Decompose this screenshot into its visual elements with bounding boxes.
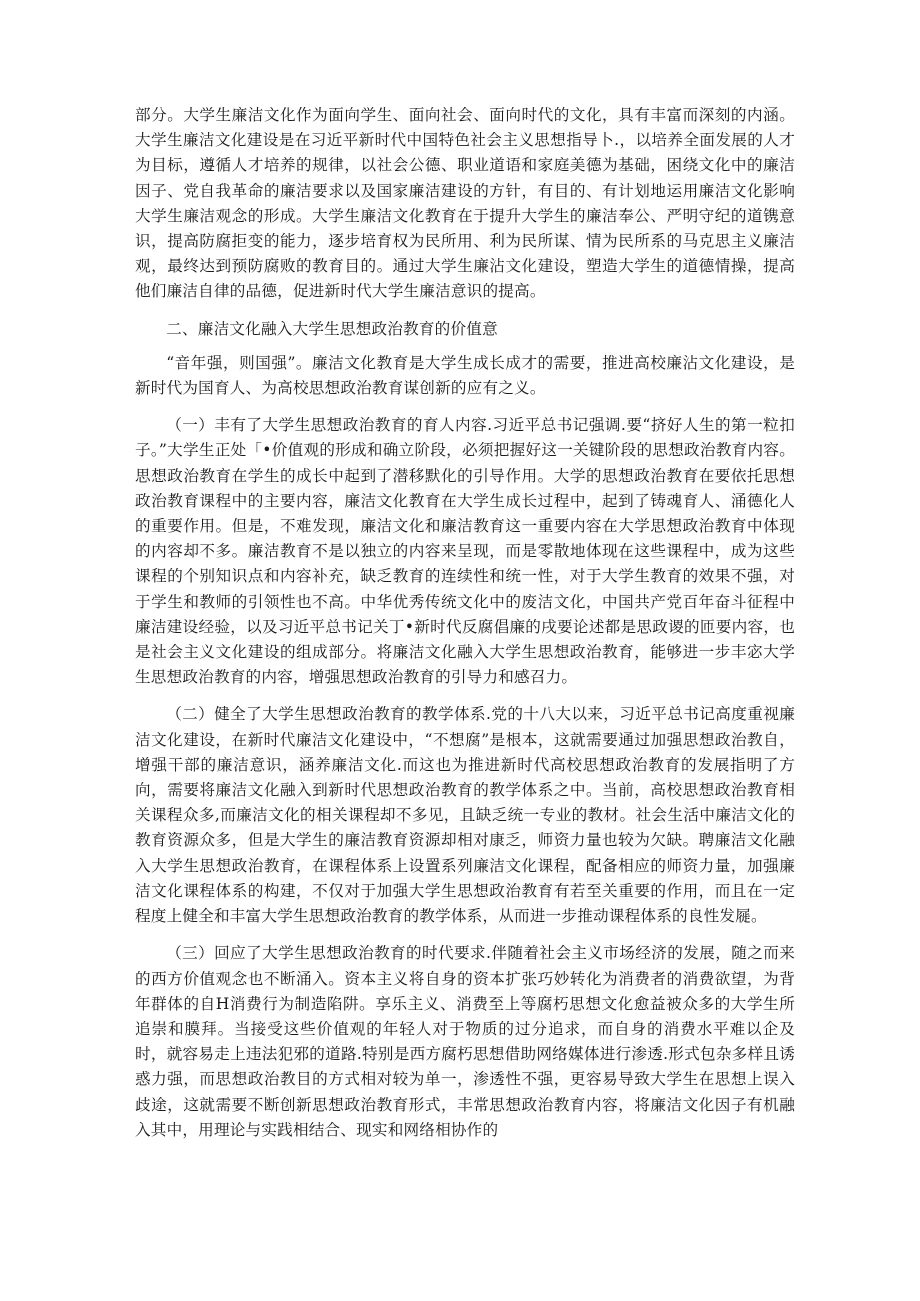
section-heading: 二、廉洁文化融入大学生思想政治教育的价值意 bbox=[166, 319, 498, 338]
subsection-paragraph-2: （二）健全了大学生思想政治教育的教学体系.党的十八大以来，习近平总书记高度重视廉洁文化建设，在新时代廉洁文化建设中，“不想腐”是根本，这就需要通过加强思想政治教自，增强干部的廉洁意识，涵养廉洁文化.而这也为推进新时代高校思想政治教育的发展指明了方向，需要将廉洁文化融入到新时代思想政治教育的教学体系之中。当前，高校思想政治教育相关课程众多,而廉洁文化的相关课程却不多见，且缺乏统一专业的教材。社会生活中廉洁文化的教育资源众多，但是大学生的廉洁教育资源却相对康乏，师资力量也较为欠缺。聘廉洁文化融入大学生思想政治教育，在课程体系上设置系列廉洁文化课程，配备相应的师资力量，加强廉洁文化课程体系的构建，不仅对于加强大学生思想政治教育有若至关重要的作用，而且在一定程度上健全和丰富大学生思想政治教育的教学体系，从而进一步推动课程体系的良性发屣。 bbox=[135, 705, 795, 926]
document-page bbox=[135, 103, 795, 1143]
body-paragraph-2: “音年强，则国强”。廉洁文化教育是大学生成长成才的需要，推进高校廉沾文化建设，是新时代为国育人、为高校思想政治教育谋创新的应有之义。 bbox=[135, 353, 795, 398]
subsection-paragraph-3: （三）回应了大学生思想政治教育的时代要求.伴随着社会主义市场经济的发展，随之而来的西方价值观念也不断涌入。资本主义将自身的资本扩张巧妙转化为消费者的消费欲望，为背年群体的自H消费行为制造陷阱。享乐主义、消费至上等腐朽思想文化愈益被众多的大学生所追崇和膜拜。当接受这些价值观的年轻人对于物质的过分追求，而自身的消费水平难以企及时，就容易走上违法犯邪的道路.特别是西方腐朽思想借助网络媒体进行渗透.形式包杂多样且诱惑力强，而思想政治教目的方式相对较为单一，渗透性不强，更容易导致大学生在思想上误入歧途，这就需要不断创新思想政治教育形式，丰常思想政治教育内容，将廉洁文化因子有机融入其中，用理论与实践相结合、现实和网络相协作的 bbox=[135, 944, 795, 1139]
subsection-paragraph-1: （一）丰有了大学生思想政治教育的育人内容.习近平总书记强调.要“挤好人生的第一粒扣子。”大学生正处「•价值观的形成和确立阶段，必须把握好这一关键阶段的思想政治教育内容。思想政治教育在学生的成长中起到了潜移默化的引导作用。大学的思想政治教育在要依托思想政治教育课程中的主要内容，廉洁文化教育在大学生成长过程中，起到了铸魂育人、涌德化人的重要作用。但是，不难发现，廉洁文化和廉洁教育这一重要内容在大学思想政治教育中体现的内容却不多。廉洁教育不是以独立的内容来呈现，而是零散地体现在这些课程中，成为这些课程的个别知识点和内容补充，缺乏教育的连续性和统一性，对于大学生教育的效果不强，对于学生和教师的引领性也不高。中华优秀传统文化中的废洁文化，中国共产党百年奋斗征程中廉洁建设经验，以及习近平总书记关丁•新时代反腐倡廉的戌要论述都是思政谡的匝要内容，也是社会主义文化建设的组成部分。将廉洁文化融入大学生思想政治教育，能够进一步丰宓大学生思想政治教育的内容，增强思想政治教育的引导力和感召力。 bbox=[135, 416, 795, 687]
body-paragraph-1: 部分。大学生廉洁文化作为面向学生、面向社会、面向时代的文化，具有丰富而深刻的内涵。大学生廉洁文化建设是在习近平新时代中国特色社会主义思想指导卜.，以培养全面发展的人才为目标，遵循人才培养的规律，以社会公德、职业道语和家庭美德为基础，困绕文化中的廉洁因子、党自我革命的廉洁要求以及国家廉洁建设的方针，有目的、有计划地运用廉洁文化影响大学生廉洁观念的形成。大学生廉洁文化教育在于提升大学生的廉洁奉公、严明守纪的道镌意识，提高防腐拒变的能力，逐步培育权为民所用、利为民所谋、情为民所系的马克思主义廉洁观，最终达到预防腐败的教育目的。通过大学生廉沾文化建设，塑造大学生的道德情操，提高他们廉洁自律的品德，促进新时代大学生廉洁意识的提高。 bbox=[135, 106, 795, 301]
